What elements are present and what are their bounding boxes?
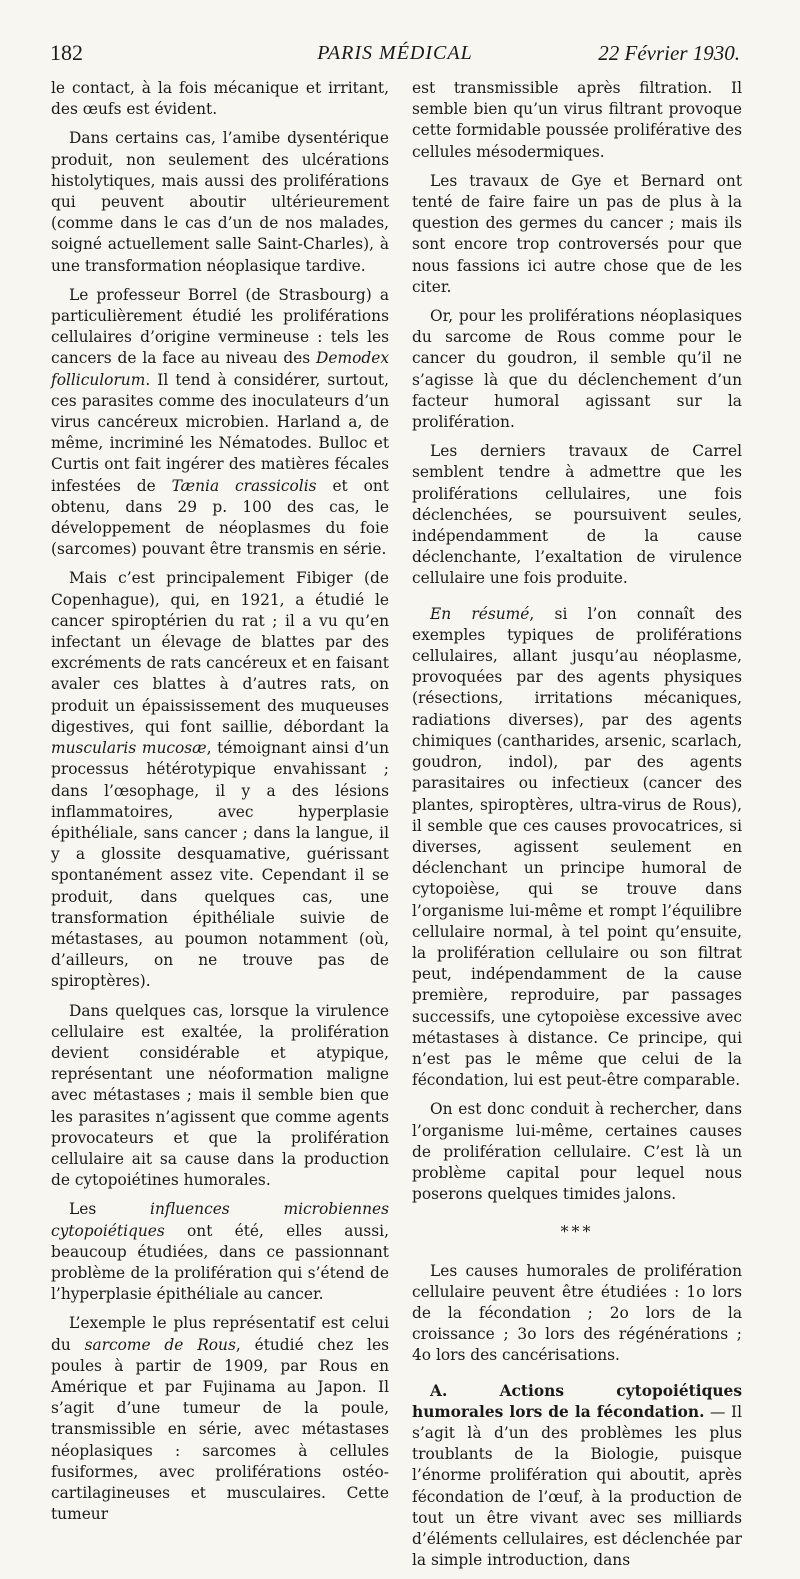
paragraph: A. Actions cytopoiétiques humorales lors de la fécondation. — Il s’agit là d’un des problèmes les plus troublants de la Biologie, puisque l’énorme prolifération qui aboutit, après fécondation de l’œuf, à la production de tout un être vivant avec ses milliards d’éléments cellulaires, est déclenchée par la simple introduction, dans (412, 1381, 742, 1570)
paragraph: Or, pour les proliférations néoplasiques du sarcome de Rous comme pour le cancer du goudron, il semble qu’il ne s’agisse là que du déclenchement d’un facteur humoral agissant sur la prolifération. (412, 307, 742, 432)
emphasis: sarcome de Rous (84, 1335, 236, 1354)
paragraph: L’exemple le plus représentatif est celui du sarcome de Rous, étudié chez les poules à partir de 1909, par Rous en Amérique et par Fujinama au Japon. Il s’agit d’une tumeur de la poule, transmissible en série, avec métastases néoplasiques : sarcomes à cellules fusiformes, avec proliférations ostéo-cartilagineuses et musculaires. Cette tumeur (51, 1314, 389, 1524)
journal-title: PARIS MÉDICAL (317, 42, 473, 64)
emphasis: En résumé (430, 604, 530, 623)
species-name: Tænia crassicolis (171, 476, 317, 495)
section-separator: *** (560, 1222, 594, 1242)
paragraph: Les causes humorales de prolifération cellulaire peuvent être étudiées : 1o lors de la fécondation ; 2o lors de la croissance ; 3o lors des régénérations ; 4o lors des cancérisations. (412, 1261, 742, 1365)
emphasis: influences microbiennes cytopoiétiques (51, 1200, 389, 1240)
running-header (50, 40, 740, 70)
paragraph: Dans certains cas, l’amibe dysentérique produit, non seulement des ulcérations histolytiques, mais aussi des proliférations qui peuvent aboutir ultérieurement (comme dans le cas d’un de nos malades, soigné actuellement salle Saint-Charles), à une transformation néoplasique tardive. (51, 129, 389, 275)
paragraph: En résumé, si l’on connaît des exemples typiques de proliférations cellulaires, allant jusqu’au néoplasme, provoquées par des agents physiques (résections, irritations mécaniques, radiations diverses), par des agents chimiques (cantharides, arsenic, scarlach, goudron, indol), par des agents parasitaires ou infectieux (cancer des plantes, spiroptères, ultra-virus de Rous), il semble que ces causes provocatrices, si diverses, agissent seulement en déclenchant un principe humoral de cytopoièse, qui se trouve dans l’organisme lui-même et rompt l’équilibre cellulaire normal, à tel point qu’ensuite, la prolifération cellulaire ou son filtrat peut, indépendamment de la cause première, reproduire, par passages successifs, une cytopoièse excessive avec métastases à distance. Ce principe, qui n’est pas le même que celui de la fécondation, lui est peut-être comparable. (412, 604, 742, 1090)
left-column (51, 78, 389, 1533)
issue-date: 22 Février 1930. (598, 41, 740, 65)
anatomy-term: muscularis mucosæ (51, 739, 207, 758)
paragraph: On est donc conduit à rechercher, dans l’organisme lui-même, certaines causes de prolifération cellulaire. C’est là un problème capital pour lequel nous poserons quelques timides jalons. (412, 1100, 742, 1204)
species-name: Demodex folliculorum (51, 349, 389, 389)
paragraph: Le professeur Borrel (de Strasbourg) a particulièrement étudié les proliférations cellulaires d’origine vermineuse : tels les cancers de la face au niveau des Demodex folliculorum. Il tend à considérer, surtout, ces parasites comme des inoculateurs d’un virus cancéreux microbien. Harland a, de même, incriminé les Nématodes. Bulloc et Curtis ont fait ingérer des matières fécales infestées de Tænia crassicolis et ont obtenu, dans 29 p. 100 des cas, le développement de néoplasmes du foie (sarcomes) pouvant être transmis en série. (51, 285, 389, 559)
paragraph: Les travaux de Gye et Bernard ont tenté de faire faire un pas de plus à la question des germes du cancer ; mais ils sont encore trop controversés pour que nous fassions ici autre chose que de les citer. (412, 171, 742, 296)
page-number: 182 (50, 40, 83, 65)
paragraph: est transmissible après filtration. Il semble bien qu’un virus filtrant provoque cette formidable poussée proliférative des cellules mésodermiques. (412, 79, 742, 161)
paragraph: le contact, à la fois mécanique et irritant, des œufs est évident. (51, 79, 389, 119)
paragraph: Les influences microbiennes cytopoiétiques ont été, elles aussi, beaucoup étudiées, dans ce passionnant problème de la prolifération qui s’étend de l’hyperplasie épithéliale au cancer. (51, 1200, 389, 1304)
paragraph: Dans quelques cas, lorsque la virulence cellulaire est exaltée, la prolifération devient considérable et atypique, représentant une néoformation maligne avec métastases ; mais il semble bien que les parasites n’agissent que comme agents provocateurs et que la prolifération cellulaire ait sa cause dans la production de cytopoiétines humorales. (51, 1001, 389, 1190)
right-column (412, 78, 742, 1579)
section-heading: A. Actions cytopoiétiques humorales lors de la fécondation. (412, 1381, 742, 1421)
paragraph: Mais c’est principalement Fibiger (de Copenhague), qui, en 1921, a étudié le cancer spiroptérien du rat ; il a vu qu’en infectant un élevage de blattes par des excréments de rats cancéreux et en faisant avaler ces blattes à d’autres rats, on produit un épaississement des muqueuses digestives, qui font saillie, débordant la muscularis mucosæ, témoignant ainsi d’un processus hétérotypique envahissant ; dans l’œsophage, il y a des lésions inflammatoires, avec hyperplasie épithéliale, sans cancer ; dans la langue, il y a glossite desquamative, guérissant spontanément assez vite. Cependant il se produit, dans quelques cas, une transformation épithéliale suivie de métastases, au poumon notamment (où, d’ailleurs, on ne trouve pas de spiroptères). (51, 569, 389, 991)
paragraph: Les derniers travaux de Carrel semblent tendre à admettre que les proliférations cellulaires, une fois déclenchées, se poursuivent seules, indépendamment de la cause déclenchante, l’exaltation de virulence cellulaire une fois produite. (412, 442, 742, 588)
